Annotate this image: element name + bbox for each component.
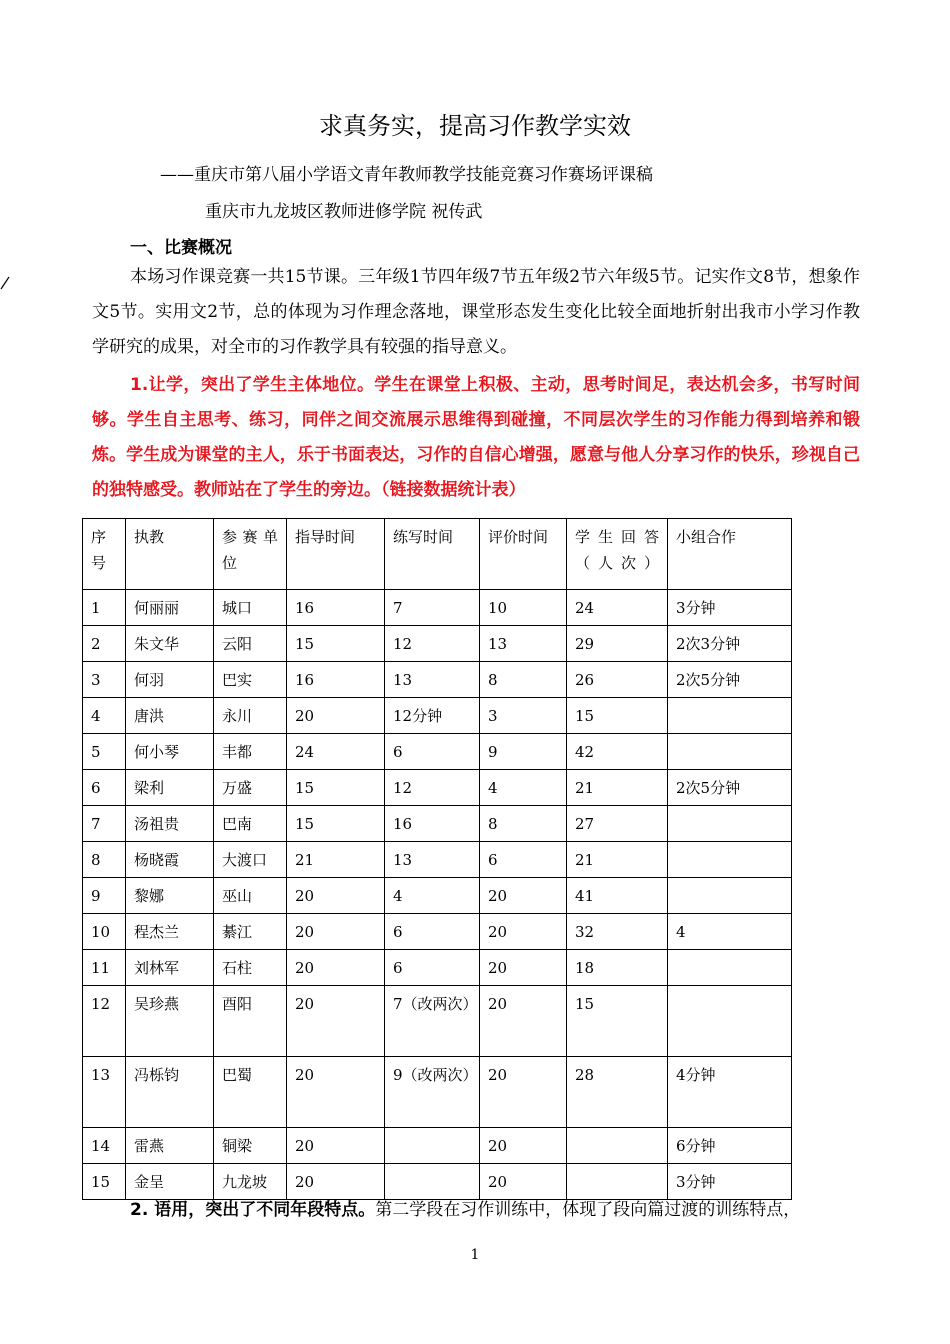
table-cell: 9: [480, 734, 567, 770]
table-cell: [668, 734, 792, 770]
table-cell: [668, 698, 792, 734]
table-cell: 32: [567, 914, 668, 950]
table-cell: 4: [83, 698, 126, 734]
table-cell: 云阳: [214, 626, 287, 662]
document-subtitle: ——重庆市第八届小学语文青年教师教学技能竞赛习作赛场评课稿: [160, 165, 653, 185]
table-cell: 2次5分钟: [668, 770, 792, 806]
section-two-text: 第二学段在习作训练中，体现了段向篇过渡的训练特点，: [375, 1200, 801, 1220]
table-cell: 梁利: [126, 770, 214, 806]
document-title: 求真务实，提高习作教学实效: [319, 112, 631, 140]
table-cell: 黎娜: [126, 878, 214, 914]
table-cell: 14: [83, 1128, 126, 1164]
table-cell: 9（改两次）: [385, 1057, 480, 1128]
table-row: [83, 734, 792, 770]
table-cell: 20: [287, 1057, 385, 1128]
table-cell: 11: [83, 950, 126, 986]
table-cell: 27: [567, 806, 668, 842]
section-two-paragraph: [92, 1193, 860, 1228]
table-row: [83, 626, 792, 662]
table-cell: 42: [567, 734, 668, 770]
table-cell: 15: [287, 770, 385, 806]
table-cell: 15: [567, 698, 668, 734]
table-cell: 13: [385, 662, 480, 698]
table-cell: 何羽: [126, 662, 214, 698]
table-cell: 铜梁: [214, 1128, 287, 1164]
table-cell: 21: [287, 842, 385, 878]
table-cell: 6: [480, 842, 567, 878]
table-header-cell: 练写时间: [385, 519, 480, 590]
table-cell: 12分钟: [385, 698, 480, 734]
table-cell: 18: [567, 950, 668, 986]
highlight-paragraph: 1.让学，突出了学生主体地位。学生在课堂上积极、主动，思考时间足，表达机会多，书写时间够。学生自主思考、练习，同伴之间交流展示思维得到碰撞，不同层次学生的习作能力得到培养和锻炼。学生成为课堂的主人，乐于书面表达，习作的自信心增强，愿意与他人分享习作的快乐，珍视自己的独特感受。教师站在了学生的旁边。（链接数据统计表）: [92, 375, 860, 500]
table-cell: [668, 878, 792, 914]
statistics-table: [82, 518, 792, 1200]
table-cell: 12: [385, 770, 480, 806]
table-cell: 10: [480, 590, 567, 626]
document-author: 重庆市九龙坡区教师进修学院 祝传武: [205, 202, 483, 222]
table-cell: 9: [83, 878, 126, 914]
table-cell: 20: [480, 950, 567, 986]
table-cell: 15: [287, 806, 385, 842]
table-header-cell: 参赛单位: [214, 519, 287, 590]
table-cell: 1: [83, 590, 126, 626]
table-cell: [668, 806, 792, 842]
table-row: [83, 1057, 792, 1128]
table-cell: 冯栎钧: [126, 1057, 214, 1128]
table-cell: [668, 950, 792, 986]
table-cell: 汤祖贵: [126, 806, 214, 842]
table-cell: 20: [287, 1164, 385, 1200]
table-cell: 万盛: [214, 770, 287, 806]
table-cell: 20: [287, 1128, 385, 1164]
table-cell: 雷燕: [126, 1128, 214, 1164]
page-number: 1: [470, 1247, 480, 1263]
table-cell: 12: [385, 626, 480, 662]
table-cell: 金呈: [126, 1164, 214, 1200]
table-cell: 4: [668, 914, 792, 950]
table-cell: 15: [83, 1164, 126, 1200]
table-cell: 16: [287, 662, 385, 698]
table-cell: [385, 1128, 480, 1164]
table-cell: 2: [83, 626, 126, 662]
table-cell: 20: [287, 950, 385, 986]
table-cell: 2次3分钟: [668, 626, 792, 662]
table-header-cell: 序号: [83, 519, 126, 590]
table-cell: 20: [287, 986, 385, 1057]
table-cell: 巴实: [214, 662, 287, 698]
table-cell: 何小琴: [126, 734, 214, 770]
table-header-cell: 评价时间: [480, 519, 567, 590]
table-cell: 巴蜀: [214, 1057, 287, 1128]
table-cell: 6: [385, 734, 480, 770]
table-cell: 綦江: [214, 914, 287, 950]
table-cell: 15: [567, 986, 668, 1057]
table-cell: 26: [567, 662, 668, 698]
table-header-cell: 小组合作: [668, 519, 792, 590]
table-cell: 丰都: [214, 734, 287, 770]
table-cell: 6: [385, 950, 480, 986]
table-cell: 吴珍燕: [126, 986, 214, 1057]
table-header-cell: 指导时间: [287, 519, 385, 590]
table-cell: 16: [287, 590, 385, 626]
table-cell: 20: [480, 1128, 567, 1164]
table-cell: 6: [83, 770, 126, 806]
table-cell: 20: [480, 878, 567, 914]
table-cell: 4: [385, 878, 480, 914]
table-cell: 13: [83, 1057, 126, 1128]
table-cell: 程杰兰: [126, 914, 214, 950]
table-cell: 20: [287, 878, 385, 914]
table-header-cell: 学生回答（人次）: [567, 519, 668, 590]
table-cell: 20: [480, 1164, 567, 1200]
table-cell: 唐洪: [126, 698, 214, 734]
table-cell: 20: [287, 914, 385, 950]
table-row: [83, 950, 792, 986]
table-cell: 刘林军: [126, 950, 214, 986]
table-cell: 3分钟: [668, 590, 792, 626]
table-cell: 朱文华: [126, 626, 214, 662]
table-cell: 巴南: [214, 806, 287, 842]
table-cell: 城口: [214, 590, 287, 626]
table-cell: 8: [83, 842, 126, 878]
table-cell: 13: [480, 626, 567, 662]
table-cell: 7: [83, 806, 126, 842]
table-cell: 九龙坡: [214, 1164, 287, 1200]
table-row: [83, 914, 792, 950]
table-cell: 3: [83, 662, 126, 698]
table-cell: 28: [567, 1057, 668, 1128]
table-cell: 6分钟: [668, 1128, 792, 1164]
table-cell: 21: [567, 770, 668, 806]
table-cell: 20: [287, 698, 385, 734]
table-cell: [567, 1128, 668, 1164]
table-row: [83, 806, 792, 842]
table-cell: [668, 986, 792, 1057]
table-cell: 4分钟: [668, 1057, 792, 1128]
table-cell: 20: [480, 914, 567, 950]
table-cell: 8: [480, 806, 567, 842]
table-cell: 3: [480, 698, 567, 734]
table-cell: 大渡口: [214, 842, 287, 878]
table-header-cell: 执教: [126, 519, 214, 590]
table-cell: 24: [567, 590, 668, 626]
table-row: [83, 698, 792, 734]
table-row: [83, 986, 792, 1057]
table-row: [83, 662, 792, 698]
table-cell: 7（改两次）: [385, 986, 480, 1057]
table-row: [83, 1128, 792, 1164]
table-row: [83, 590, 792, 626]
table-cell: 巫山: [214, 878, 287, 914]
overview-paragraph: 本场习作课竞赛一共15节课。三年级1节四年级7节五年级2节六年级5节。记实作文8节，想象作文5节。实用文2节，总的体现为习作理念落地，课堂形态发生变化比较全面地折射出我市小学习作教学研究的成果，对全市的习作教学具有较强的指导意义。: [92, 267, 860, 357]
table-cell: 16: [385, 806, 480, 842]
table-cell: 29: [567, 626, 668, 662]
table-header-row: [83, 519, 792, 590]
table-cell: [668, 842, 792, 878]
table-cell: 13: [385, 842, 480, 878]
section-heading: 一、比赛概况: [130, 238, 232, 258]
table-cell: 20: [480, 1057, 567, 1128]
table-cell: 12: [83, 986, 126, 1057]
margin-tick-mark: [0, 276, 10, 290]
table-cell: 8: [480, 662, 567, 698]
table-cell: 2次5分钟: [668, 662, 792, 698]
table-cell: 24: [287, 734, 385, 770]
table-cell: 何丽丽: [126, 590, 214, 626]
table-cell: 15: [287, 626, 385, 662]
table-cell: 21: [567, 842, 668, 878]
table-cell: 杨晓霞: [126, 842, 214, 878]
table-cell: 永川: [214, 698, 287, 734]
section-two-lead: 2. 语用，突出了不同年段特点。: [130, 1200, 376, 1220]
table-cell: 20: [480, 986, 567, 1057]
table-cell: 4: [480, 770, 567, 806]
table-cell: 6: [385, 914, 480, 950]
table-cell: 5: [83, 734, 126, 770]
table-cell: 3分钟: [668, 1164, 792, 1200]
table-cell: 10: [83, 914, 126, 950]
table-cell: 酉阳: [214, 986, 287, 1057]
table-row: [83, 770, 792, 806]
table-cell: 石柱: [214, 950, 287, 986]
table-cell: 7: [385, 590, 480, 626]
table-row: [83, 878, 792, 914]
table-cell: 41: [567, 878, 668, 914]
table-row: [83, 842, 792, 878]
